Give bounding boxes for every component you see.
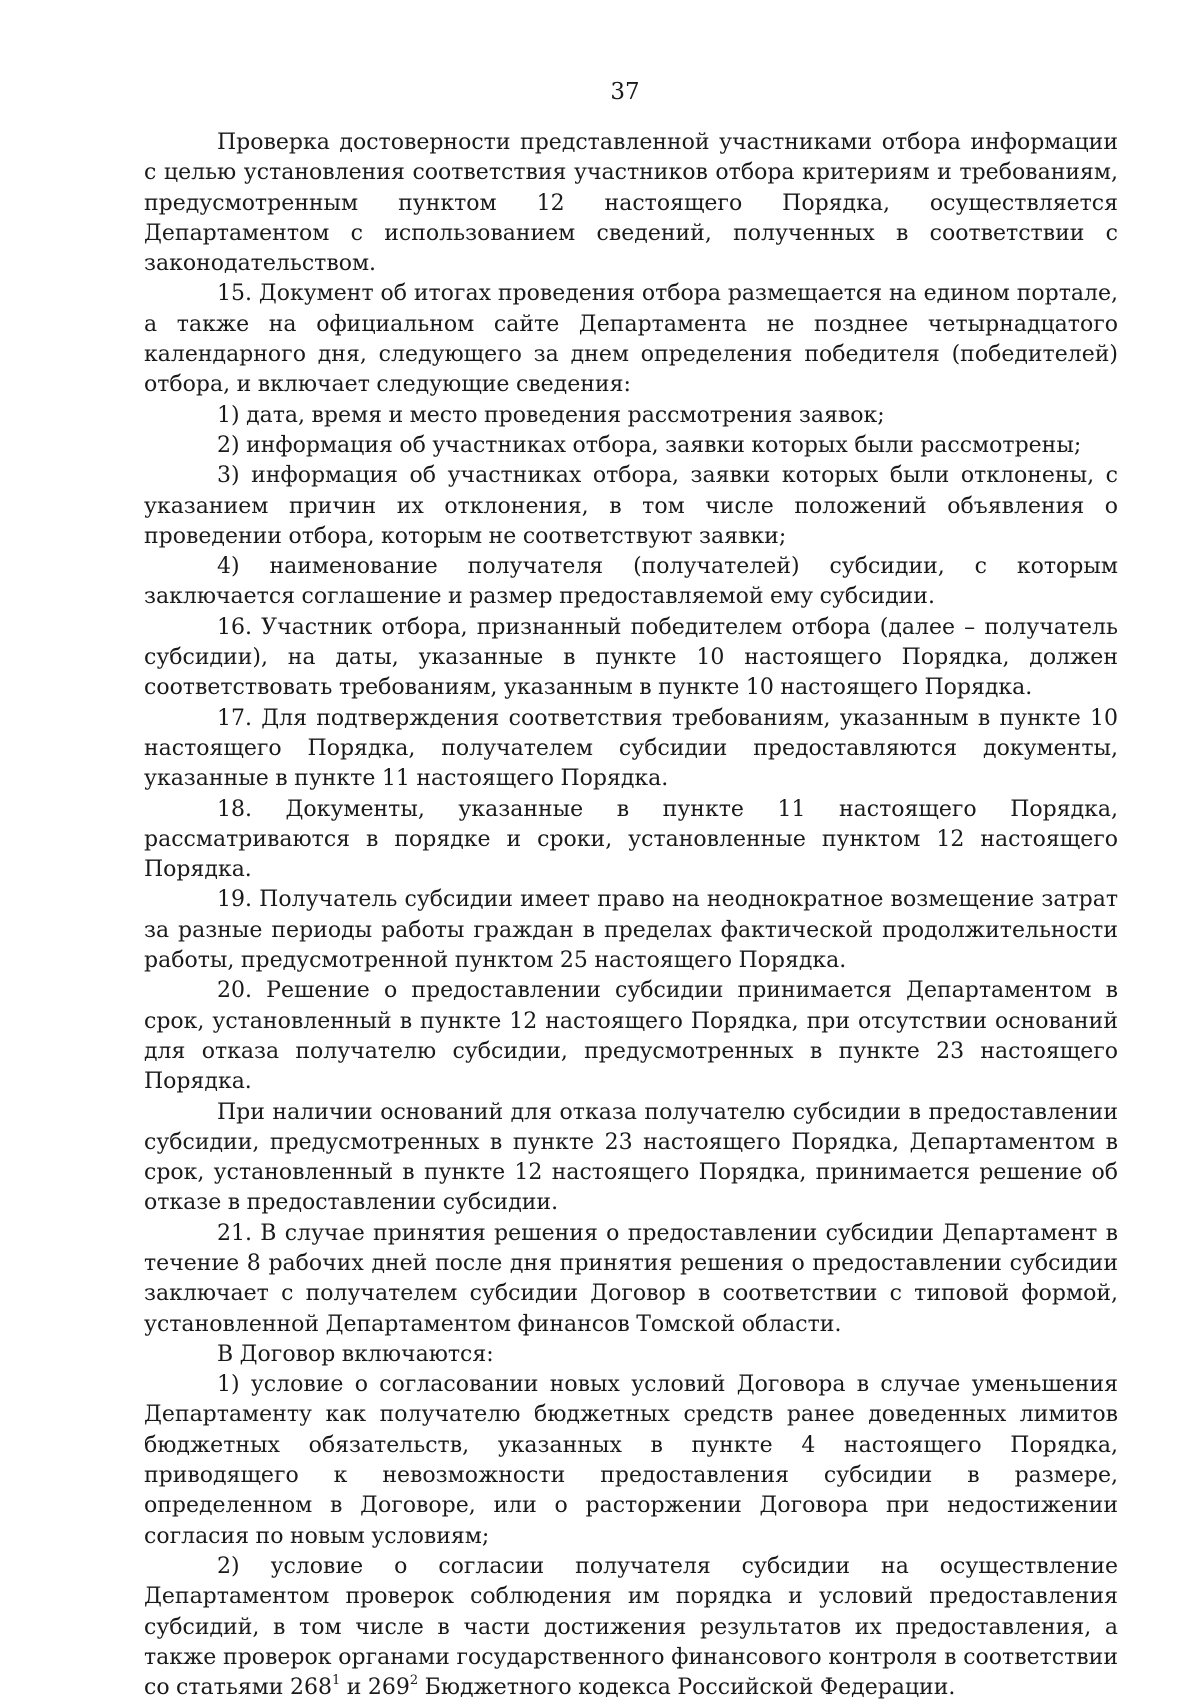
paragraph-21-item-2 [144, 1552, 1118, 1703]
paragraph-21: 21. В случае принятия решения о предоставлении субсидии Департамент в течение 8 рабочих дней после дня принятия решения о предоставлении субсидии заключает с получателем субсидии Договор в соответствии с типовой формой, установленной Департаментом финансов Томской области. [144, 1220, 1118, 1337]
paragraph-20: 20. Решение о предоставлении субсидии принимается Департаментом в срок, установленный в пункте 12 настоящего Порядка, при отсутствии оснований для отказа получателю субсидии, предусмотренных в пункте 23 настоящего Порядка. [144, 978, 1118, 1095]
paragraph-18: 18. Документы, указанные в пункте 11 настоящего Порядка, рассматриваются в порядке и сроки, установленные пунктом 12 настоящего Порядка. [144, 796, 1118, 883]
paragraph-15-item-1: 1) дата, время и место проведения рассмотрения заявок; [217, 402, 885, 428]
document-body [144, 128, 1118, 1703]
paragraph-21-item-1: 1) условие о согласовании новых условий Договора в случае уменьшения Департаменту как получателю бюджетных средств ранее доведенных лимитов бюджетных обязательств, указанных в пункте 4 настоящего Порядка, приводящего к невозможности предоставления субсидии в размере, определенном в Договоре, или о расторжении Договора при недостижении согласия по новым условиям; [144, 1372, 1118, 1549]
page-number: 37 [610, 79, 640, 105]
paragraph-17: 17. Для подтверждения соответствия требованиям, указанным в пункте 10 настоящего Порядка, получателем субсидии предоставляются документы, указанные в пункте 11 настоящего Порядка. [144, 705, 1118, 792]
paragraph-15: 15. Документ об итогах проведения отбора размещается на едином портале, а также на официальном сайте Департамента не позднее четырнадцатого календарного дня, следующего за днем определения победителя (победителей) отбора, и включает следующие сведения: [144, 281, 1118, 398]
paragraph-21-item-2-end: Бюджетного кодекса Российской Федерации. [418, 1675, 956, 1701]
paragraph-15-item-4: 4) наименование получателя (получателей) субсидии, с которым заключается соглашение и размер предоставляемой ему субсидии. [144, 554, 1118, 610]
paragraph-15-item-2: 2) информация об участниках отбора, заявки которых были рассмотрены; [217, 432, 1082, 458]
paragraph-19: 19. Получатель субсидии имеет право на неоднократное возмещение затрат за разные периоды работы граждан в пределах фактической продолжительности работы, предусмотренной пунктом 25 настоящего Порядка. [144, 887, 1118, 974]
paragraph-21-item-2-middle: и 269 [340, 1675, 410, 1701]
paragraph-15-item-3: 3) информация об участниках отбора, заявки которых были отклонены, с указанием причин их отклонения, в том числе положений объявления о проведении отбора, которым не соответствуют заявки; [144, 463, 1118, 549]
superscript-2: 2 [409, 1672, 419, 1688]
paragraph-verification: Проверка достоверности представленной участниками отбора информации с целью установления соответствия участников отбора критериям и требованиям, предусмотренным пунктом 12 настоящего Порядка, осуществляется Департаментом с использованием сведений, полученных в соответствии с законодательством. [144, 130, 1118, 277]
paragraph-21-contract-includes: В Договор включаются: [217, 1341, 494, 1367]
paragraph-16: 16. Участник отбора, признанный победителем отбора (далее – получатель субсидии), на даты, указанные в пункте 10 настоящего Порядка, должен соответствовать требованиям, указанным в пункте 10 настоящего Порядка. [144, 614, 1118, 701]
paragraph-20-refusal: При наличии оснований для отказа получателю субсидии в предоставлении субсидии, предусмотренных в пункте 23 настоящего Порядка, Департаментом в срок, установленный в пункте 12 настоящего Порядка, принимается решение об отказе в предоставлении субсидии. [144, 1099, 1118, 1216]
paragraph-21-item-2-text: 2) условие о согласии получателя субсидии на осуществление Департаментом проверок соблюдения им порядка и условий предоставления субсидий, в том числе в части достижения результатов их предоставления, а также проверок органами государственного финансового контроля в соответствии со статьями 268 [144, 1553, 1118, 1701]
superscript-1: 1 [331, 1672, 341, 1688]
